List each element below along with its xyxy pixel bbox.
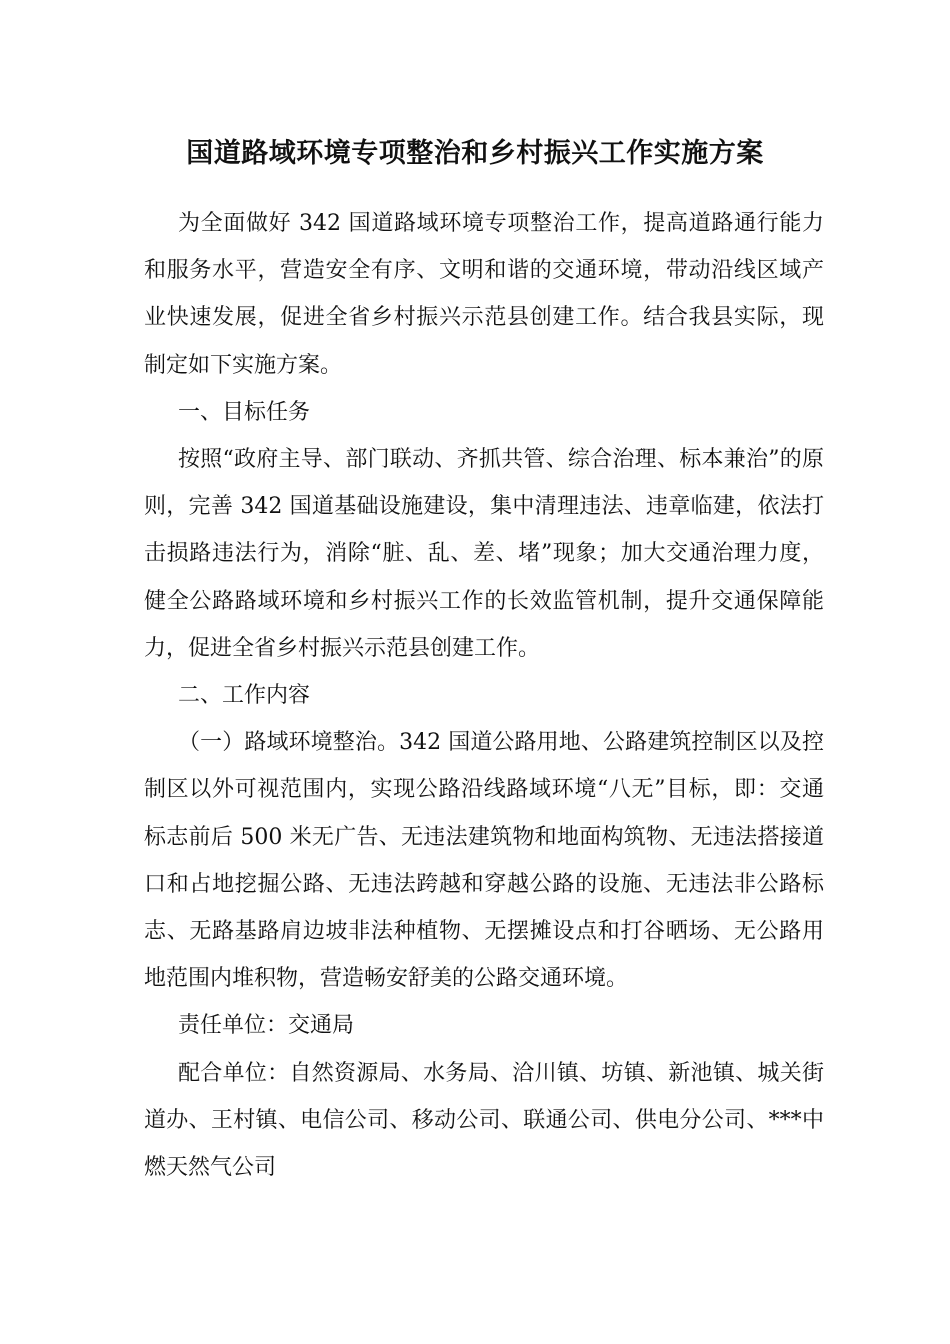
- road-environment-paragraph: （一）路域环境整治。342 国道公路用地、公路建筑控制区以及控制区以外可视范围内，实现公路沿线路域环境“八无”目标，即：交通标志前后 500 米无广告、无违法建筑物和地面构筑物、无违法搭接道口和占地挖掘公路、无违法跨越和穿越公路的设施、无违法非公路标志、无路基路肩边坡非法种植物、无摆摊设点和打谷晒场、无公路用地范围内堆积物，营造畅安舒美的公路交通环境。: [144, 730, 824, 992]
- intro-paragraph: 为全面做好 342 国道路域环境专项整治工作，提高道路通行能力和服务水平，营造安全有序、文明和谐的交通环境，带动沿线区域产业快速发展，促进全省乡村振兴示范县创建工作。结合我县实际，现制定如下实施方案。: [144, 211, 824, 378]
- section-heading-content: 二、工作内容: [178, 683, 311, 709]
- section-heading-goals: 一、目标任务: [178, 399, 311, 425]
- document-title: 国道路域环境专项整治和乡村振兴工作实施方案: [186, 138, 764, 169]
- cooperating-units: 配合单位：自然资源局、水务局、洽川镇、坊镇、新池镇、城关街道办、王村镇、电信公司、移动公司、联通公司、供电分公司、***中燃天然气公司: [144, 1060, 824, 1181]
- goals-paragraph: 按照“政府主导、部门联动、齐抓共管、综合治理、标本兼治”的原则，完善 342 国道基础设施建设，集中清理违法、违章临建，依法打击损路违法行为，消除“脏、乱、差、堵”现象；加大交通治理力度，健全公路路域环境和乡村振兴工作的长效监管机制，提升交通保障能力，促进全省乡村振兴示范县创建工作。: [144, 447, 824, 661]
- document-body: [144, 200, 824, 1191]
- responsible-unit: 责任单位：交通局: [178, 1013, 355, 1039]
